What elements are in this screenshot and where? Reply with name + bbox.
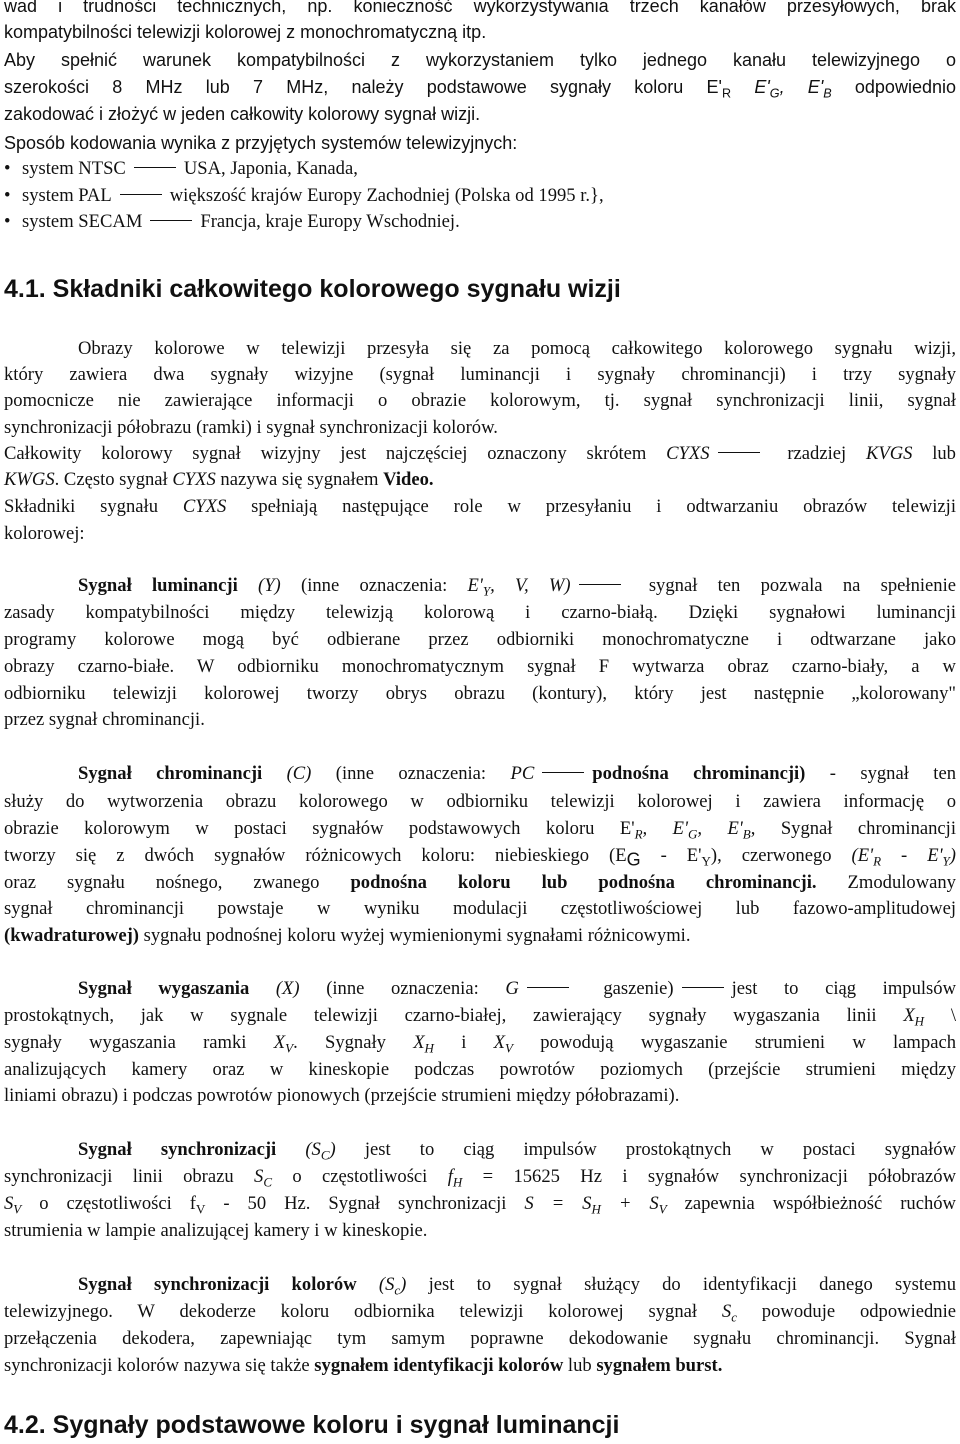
paragraph-line: oraz sygnału nośnego, zwanego podnośna koloru lub podnośna chrominancji. Zmodulowany (4, 872, 956, 893)
paragraph-line: obrazie kolorowym w postaci sygnałów podstawowych koloru $E'_R$, $E'_G$, $E'_B$, Sygnał chrominancji (4, 818, 956, 842)
bullet-item: • system PAL większość krajów Europy Zachodniej (Polska od 1995 r.}, (4, 185, 604, 206)
paragraph-line: analizujących kamery oraz w kineskopie podczas powrotów poziomych (przejście strumieni między (4, 1059, 956, 1080)
paragraph-line: strumienia w lampie analizującej kamery i w kineskopie. (4, 1220, 428, 1241)
paragraph-line: telewizyjnego. W dekoderze koloru odbiornika telewizji kolorowej sygnał $S_c$ powoduje odpowiednie (4, 1301, 956, 1325)
intro-line: Aby spełnić warunek kompatybilności z wykorzystaniem tylko jednego kanału telewizyjnego o (4, 50, 956, 70)
paragraph-line: służy do wytworzenia obrazu kolorowego w odbiorniku telewizji kolorowej i zawiera informację o (4, 791, 956, 812)
section-heading: 4.1. Składniki całkowitego kolorowego sygnału wizji (4, 275, 621, 303)
em-dash (150, 220, 192, 221)
intro-line: szerokości 8 MHz lub 7 MHz, należy podstawowe sygnały koloru $E'_R$ $E'_G$, $E'_B$ odpowiednio (4, 77, 956, 101)
paragraph-line: liniami obrazu) i podczas powrotów pionowych (przejście strumieni między półobrazami). (4, 1085, 680, 1106)
paragraph-line: synchronizacji kolorów nazywa się także sygnałem identyfikacji kolorów lub sygnałem burst. (4, 1355, 723, 1376)
paragraph-line: Sygnał luminancji (Y) (inne oznaczenia: $E'_Y$, V, W) sygnał ten pozwala na spełnienie (78, 575, 957, 599)
em-dash (120, 194, 162, 195)
paragraph-line: Sygnał synchronizacji $(S_C)$ jest to ciąg impulsów prostokątnych w postaci sygnałów (78, 1139, 956, 1163)
paragraph-line: synchronizacji linii obrazu $S_C$ o częstotliwości $f_H = 15625$ Hz i sygnałów synchronizacji półobrazów (4, 1166, 957, 1190)
paragraph-line: przełączenia dekodera, zapewniając tym samym poprawne dekodowanie sygnału chrominancji. Sygnał (4, 1328, 956, 1349)
paragraph-line: Całkowity kolorowy sygnał wizyjny jest najczęściej oznaczony skrótem CYXS rzadziej KVGS lub (4, 443, 956, 464)
paragraph-line: Sygnał synchronizacji kolorów $(S_c)$ jest to sygnał służący do identyfikacji danego systemu (78, 1274, 957, 1298)
em-dash (134, 167, 176, 168)
paragraph-line: obrazy czarno-białe. W odbiorniku monochromatycznym sygnał F wytwarza obraz czarno-biały, a w (4, 656, 956, 677)
bullet-item: • system NTSC USA, Japonia, Kanada, (4, 158, 358, 179)
intro-line: Sposób kodowania wynika z przyjętych systemów telewizyjnych: (4, 133, 518, 153)
paragraph-line: który zawiera dwa sygnały wizyjne (sygnał luminancji i sygnały chrominancji) i trzy sygnały (4, 364, 956, 385)
paragraph-line: $S_V$ o częstotliwości $f_V - 50$ Hz. Sygnał synchronizacji $S = S_H + S_V$ zapewnia współbieżność ruchów (4, 1193, 956, 1217)
paragraph-line: tworzy się z dwóch sygnałów różnicowych koloru: niebieskiego $(E_G - E'_Y)$, czerwonego $(E'_R - E'_Y)$ (4, 845, 956, 870)
em-dash (718, 452, 760, 453)
intro-line: wad i trudności technicznych, np. konieczność wykorzystywania trzech kanałów przesyłowych, brak (4, 0, 956, 16)
paragraph-line: odbiorniku telewizji kolorowej tworzy obrys obrazu (kontury), który jest następnie „kolorowany" (4, 683, 956, 704)
paragraph-line: Sygnał chrominancji (C) (inne oznaczenia: PC podnośna chrominancji) - sygnał ten (78, 763, 956, 784)
paragraph-line: sygnał chrominancji powstaje w wyniku modulacji częstotliwościowej lub fazowo-amplitudowej (4, 898, 956, 919)
paragraph-line: prostokątnych, jak w sygnale telewizji czarno-białej, zawierający sygnały wygaszania linii $X_H$ \ (4, 1005, 956, 1029)
paragraph-line: sygnały wygaszania ramki $X_V$. Sygnały $X_H$ i $X_V$ powodują wygaszanie strumieni w lampach (4, 1032, 956, 1056)
paragraph-line: (kwadraturowej) sygnału podnośnej koloru wyżej wymienionymi sygnałami różnicowymi. (4, 925, 691, 946)
paragraph-line: Sygnał wygaszania (X) (inne oznaczenia: G gaszenie) jest to ciąg impulsów (78, 978, 956, 999)
paragraph-line: kolorowej: (4, 523, 85, 544)
paragraph-line: Składniki sygnału CYXS spełniają następujące role w przesyłaniu i odtwarzaniu obrazów telewizji (4, 496, 957, 517)
paragraph-line: synchronizacji półobrazu (ramki) i sygnał synchronizacji kolorów. (4, 417, 498, 438)
paragraph-line: zasady kompatybilności między telewizją kolorową i czarno-białą. Dzięki sygnałowi luminancji (4, 602, 956, 623)
em-dash (527, 987, 569, 988)
paragraph-line: KWGS. Często sygnał CYXS nazywa się sygnałem Video. (4, 469, 434, 490)
em-dash (682, 987, 724, 988)
em-dash (542, 772, 584, 773)
bullet-item: • system SECAM Francja, kraje Europy Wschodniej. (4, 211, 460, 232)
paragraph-line: pomocnicze nie zawierające informacji o obrazie kolorowym, tj. sygnał synchronizacji linii, sygnał (4, 390, 956, 411)
section-heading: 4.2. Sygnały podstawowe koloru i sygnał luminancji (4, 1411, 620, 1439)
paragraph-line: Obrazy kolorowe w telewizji przesyła się za pomocą całkowitego kolorowego sygnału wizji, (78, 338, 956, 359)
intro-line: kompatybilności telewizji kolorowej z monochromatyczną itp. (4, 22, 487, 42)
intro-line: zakodować i złożyć w jeden całkowity kolorowy sygnał wizji. (4, 104, 481, 124)
paragraph-line: programy kolorowe mogą być odbierane przez odbiorniki monochromatyczne i odtwarzane jako (4, 629, 956, 650)
em-dash (579, 584, 621, 585)
paragraph-line: przez sygnał chrominancji. (4, 709, 205, 730)
